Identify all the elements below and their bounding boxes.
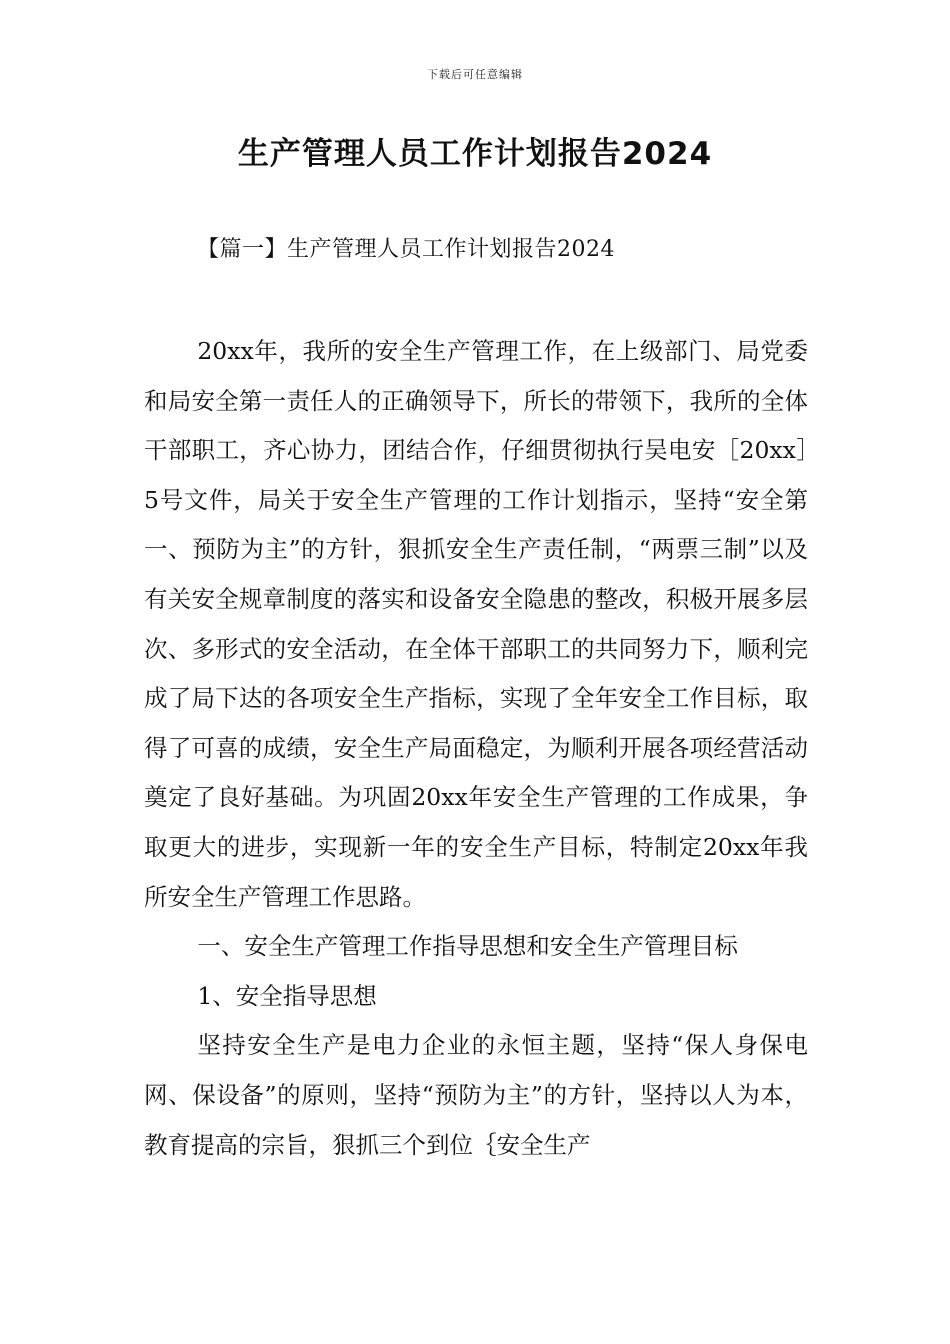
paragraph-intro: 20xx年，我所的安全生产管理工作，在上级部门、局党委和局安全第一责任人的正确领导下，所长的带领下，我所的全体干部职工，齐心协力，团结合作，仔细贯彻执行吴电安［20xx］5号文件，局关于安全生产管理的工作计划指示，坚持“安全第一、预防为主”的方针，狠抓安全生产责任制，“两票三制”以及有关安全规章制度的落实和设备安全隐患的整改，积极开展多层次、多形式的安全活动，在全体干部职工的共同努力下，顺利完成了局下达的各项安全生产指标，实现了全年安全工作目标，取得了可喜的成绩，安全生产局面稳定，为顺利开展各项经营活动奠定了良好基础。为巩固20xx年安全生产管理的工作成果，争取更大的进步，实现新一年的安全生产目标，特制定20xx年我所安全生产管理工作思路。 <box>144 337 808 911</box>
paragraph-heading-1: 一、安全生产管理工作指导思想和安全生产管理目标 <box>197 932 738 961</box>
header-note: 下载后可任意编辑 <box>427 68 523 81</box>
paragraph-guiding-thought: 坚持安全生产是电力企业的永恒主题，坚持“保人身保电网、保设备”的原则，坚持“预防为主”的方针，坚持以人为本，教育提高的宗旨，狠抓三个到位｛安全生产 <box>144 1031 808 1159</box>
paragraph-heading-1-1: 1、安全指导思想 <box>197 981 377 1010</box>
document-title: 生产管理人员工作计划报告2024 <box>237 136 713 172</box>
section-subtitle: 【篇一】生产管理人员工作计划报告2024 <box>197 237 615 262</box>
body-text <box>144 327 808 1170</box>
